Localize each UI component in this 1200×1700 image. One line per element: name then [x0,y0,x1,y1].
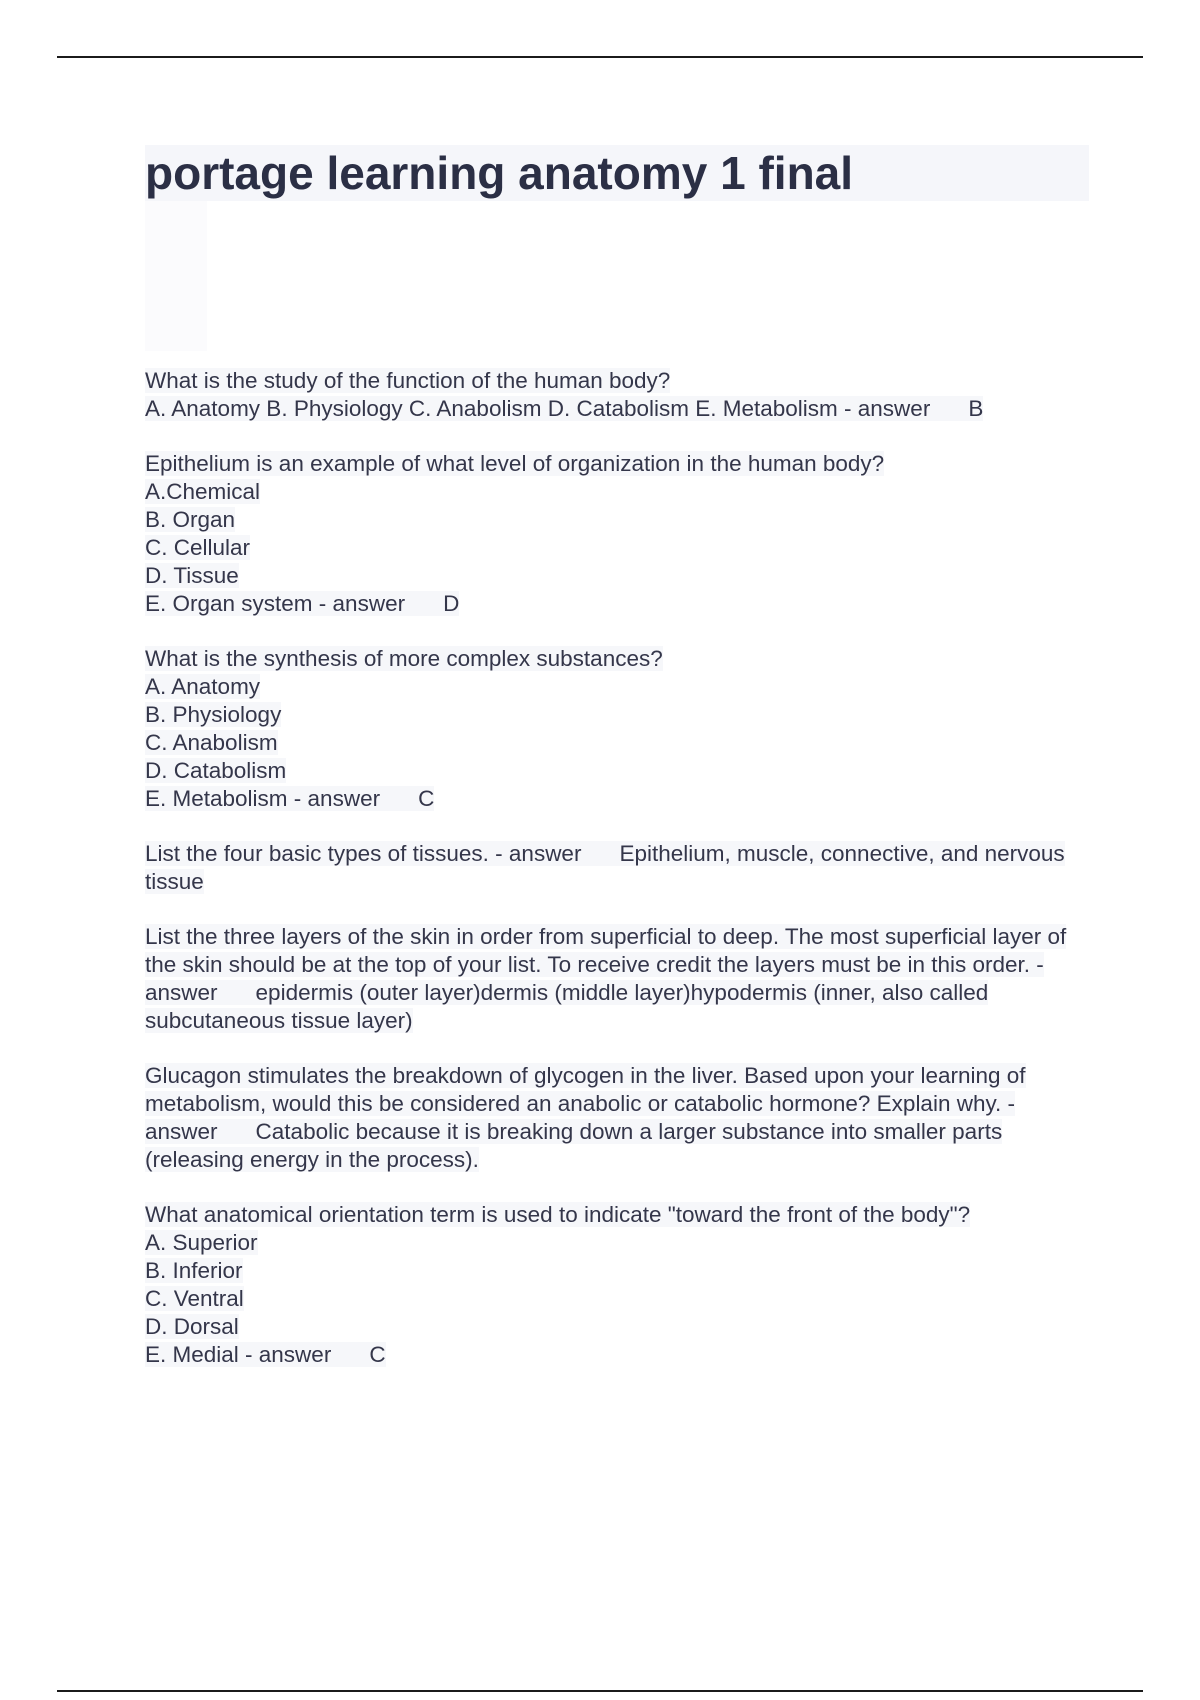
option-a: A.Chemical [145,479,261,504]
qa-item-4 [145,840,1085,896]
question-text: List the three layers of the skin in order from superficial to deep. The most superficial layer of the skin should be at the top of your list. To receive credit the layers must be in this order. - answer [145,924,1067,1005]
question-text: List the four basic types of tissues. - answer [145,841,582,866]
option-d: D. Tissue [145,563,239,588]
option-b: B. Physiology [145,702,282,727]
side-shade [145,201,207,351]
question-text: What is the synthesis of more complex substances? [145,646,663,671]
qa-content [145,367,1085,1396]
answer-prompt: A. Anatomy B. Physiology C. Anabolism D. Catabolism E. Metabolism - answer [145,396,931,421]
option-b: B. Organ [145,507,236,532]
option-e: E. Metabolism - answer [145,786,381,811]
qa-item-1 [145,367,1085,423]
qa-item-5 [145,923,1085,1035]
option-c: C. Ventral [145,1286,244,1311]
option-c: C. Cellular [145,535,251,560]
top-rule [57,56,1143,58]
answer-value: Catabolic because it is breaking down a larger substance into smaller parts (releasing energy in the process). [145,1119,1003,1172]
question-text: What is the study of the function of the human body? [145,368,671,393]
page-title: portage learning anatomy 1 final [145,147,854,199]
question-text: What anatomical orientation term is used to indicate "toward the front of the body"? [145,1202,971,1227]
option-c: C. Anabolism [145,730,278,755]
answer-value: C [418,786,435,811]
answer-value: C [369,1342,386,1367]
option-d: D. Catabolism [145,758,287,783]
answer-value: epidermis (outer layer)dermis (middle layer)hypodermis (inner, also called subcutaneous tissue layer) [145,980,989,1033]
option-d: D. Dorsal [145,1314,239,1339]
question-text: Glucagon stimulates the breakdown of glycogen in the liver. Based upon your learning of metabolism, would this be considered an anabolic or catabolic hormone? Explain why. - answer [145,1063,1026,1144]
qa-item-2 [145,450,1085,618]
qa-item-6 [145,1062,1085,1174]
answer-value: Epithelium, muscle, connective, and nervous tissue [145,841,1065,894]
option-a: A. Anatomy [145,674,261,699]
qa-item-3 [145,645,1085,813]
answer-value: D [443,591,460,616]
bottom-rule [57,1690,1143,1692]
qa-item-7 [145,1201,1085,1369]
option-e: E. Medial - answer [145,1342,332,1367]
option-e: E. Organ system - answer [145,591,406,616]
option-a: A. Superior [145,1230,258,1255]
option-b: B. Inferior [145,1258,243,1283]
answer-value: B [968,396,984,421]
question-text: Epithelium is an example of what level of organization in the human body? [145,451,885,476]
